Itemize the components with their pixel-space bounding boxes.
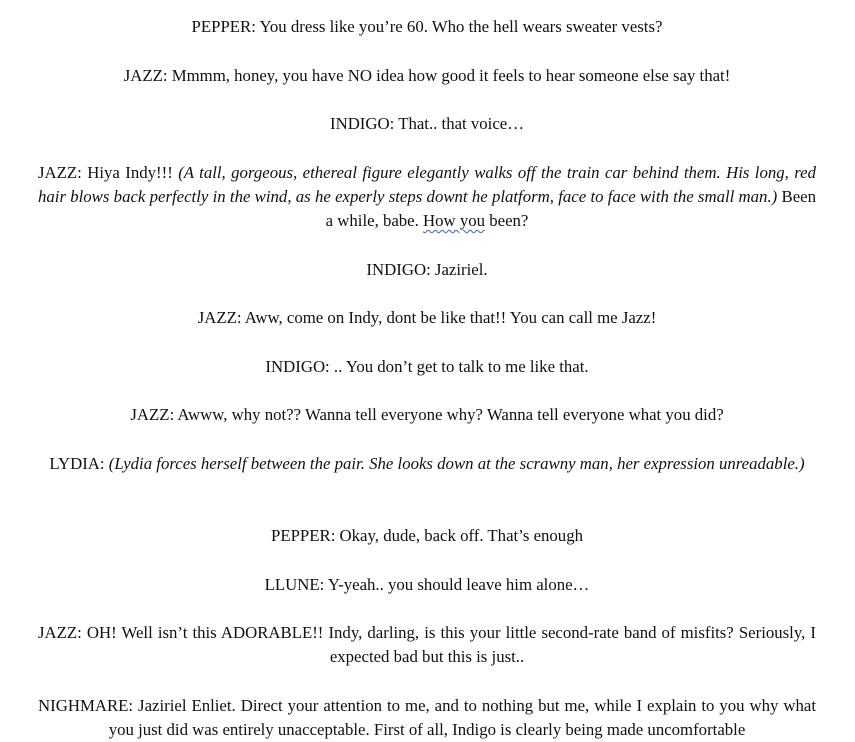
dialogue-indigo-1: INDIGO: That.. that voice… xyxy=(329,114,525,133)
dialogue-text-end: been? xyxy=(485,211,529,230)
dialogue-llune-1: LLUNE: Y-yeah.. you should leave him alone… xyxy=(264,575,590,594)
stage-direction: (Lydia forces herself between the pair. She looks down at the scrawny man, her expression unreadable.) xyxy=(108,454,805,473)
dialogue-pepper-2: PEPPER: Okay, dude, back off. That’s enough xyxy=(271,526,583,545)
dialogue-jazz-2 xyxy=(38,161,816,233)
dialogue-lydia-1 xyxy=(38,452,816,476)
dialogue-jazz-1: JAZZ: Mmmm, honey, you have NO idea how good it feels to hear someone else say that! xyxy=(123,66,731,85)
dialogue-indigo-2: INDIGO: Jaziriel. xyxy=(366,260,488,279)
speaker-line: JAZZ: Hiya Indy!!! xyxy=(38,163,179,182)
dialogue-indigo-3: INDIGO: .. You don’t get to talk to me like that. xyxy=(265,357,589,376)
dialogue-nighmare-1: NIGHMARE: Jaziriel Enliet. Direct your attention to me, and to nothing but me, while I explain to you why what you just did was entirely unacceptable. First of all, Indigo is clearly being made uncomfortable xyxy=(38,696,816,739)
stage-direction: (A tall, gorgeous, ethereal figure elegantly walks off the train car behind them. His long, red hair blows back perfectly in the wind, as he experly steps downt he platform, face to face with the small man.) xyxy=(38,163,816,206)
dialogue-jazz-4: JAZZ: Awww, why not?? Wanna tell everyone why? Wanna tell everyone what you did? xyxy=(130,405,724,424)
dialogue-pepper-1: PEPPER: You dress like you’re 60. Who the hell wears sweater vests? xyxy=(191,17,663,36)
speaker-line: LYDIA: xyxy=(49,454,109,473)
dialogue-text: Been a while, babe. xyxy=(325,187,816,230)
grammar-flag[interactable]: How you xyxy=(423,211,486,230)
dialogue-jazz-3: JAZZ: Aww, come on Indy, dont be like that!! You can call me Jazz! xyxy=(197,308,657,327)
dialogue-jazz-5: JAZZ: OH! Well isn’t this ADORABLE!! Indy, darling, is this your little second-rate band of misfits? Seriously, I expected bad but this is just.. xyxy=(38,623,816,666)
